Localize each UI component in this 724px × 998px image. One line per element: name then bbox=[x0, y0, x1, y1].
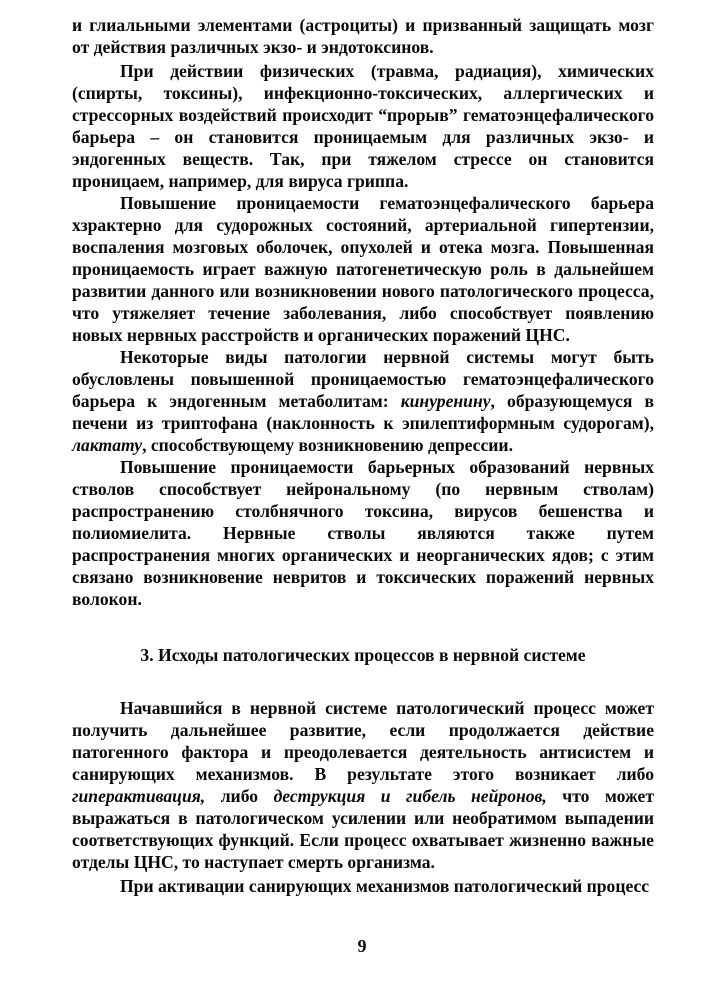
term-hyperactivation: гиперактивация, bbox=[72, 786, 206, 806]
section-heading: 3. Исходы патологических процессов в нервной системе bbox=[140, 645, 586, 665]
document-page bbox=[72, 14, 654, 897]
paragraph-text: , образующемуся в печени из триптофана (наклонность к эпилептиформным судорогам), bbox=[72, 391, 654, 433]
page-number: 9 bbox=[357, 936, 367, 956]
term-neuron-destruction: деструкция и гибель нейронов, bbox=[273, 786, 547, 806]
term-lactate: лактату bbox=[72, 435, 143, 455]
paragraph-text: Некоторые виды патологии нервной системы могут быть обусловлены повышенной проницаемостью гематоэнцефалического барьера к эндогенным метаболитам: bbox=[72, 347, 654, 411]
paragraph-permeability-increase: Повышение проницаемости гематоэнцефалического барьера хзрактерно для судорожных состояний, артериальной гипертензии, воспаления мозговых оболочек, опухолей и отека мозга. Повышенная проницаемость играет важную патогенетическую роль в дальнейшем развитии данного или возникновении нового патологического процесса, что утяжеляет течение заболевания, либо способствует появлению новых нервных расстройств и органических поражений ЦНС. bbox=[72, 193, 654, 345]
paragraph-process-outcome bbox=[72, 697, 654, 873]
paragraph-barrier-breach: При действии физических (травма, радиация), химических (спирты, токсины), инфекционно-токсических, аллергических и стрессорных воздействий происходит “прорыв” гематоэнцефалического барьера – он становится проницаемым для различных экзо- и эндогенных веществ. Так, при тяжелом стрессе он становится проницаем, например, для вируса гриппа. bbox=[72, 61, 654, 191]
paragraph-pathology-types bbox=[72, 346, 654, 456]
paragraph-text: Начавшийся в нервной системе патологический процесс может получить дальнейшее развитие, если продолжается действие патогенного фактора и преодолевается деятельность антисистем и санирующих механизмов. В результате этого возникает либо bbox=[72, 698, 654, 784]
paragraph-continuation: и глиальными элементами (астроциты) и призванный защищать мозг от действия различных экзо- и эндотоксинов. bbox=[72, 15, 654, 57]
paragraph-text: что может выражаться в патологическом усилении или необратимом выпадении соответствующих функций. Если процесс охватывает жизненно важные отделы ЦНС, то наступает смерть организма. bbox=[72, 786, 655, 872]
paragraph-text: либо bbox=[205, 786, 274, 806]
paragraph-sanitizing-mechanisms: При активации санирующих механизмов патологический процесс bbox=[120, 876, 650, 896]
paragraph-text: , способствующему возникновению депрессии. bbox=[142, 435, 513, 455]
paragraph-nerve-trunks: Повышение проницаемости барьерных образований нервных стволов способствует нейрональному (по нервным стволам) распространению столбнячного токсина, вирусов бешенства и полиомиелита. Нервные стволы являются также путем распространения многих органических и неорганических ядов; с этим связано возникновение невритов и токсических поражений нервных волокон. bbox=[72, 457, 654, 609]
term-kynurenine: кинуренину bbox=[400, 391, 491, 411]
